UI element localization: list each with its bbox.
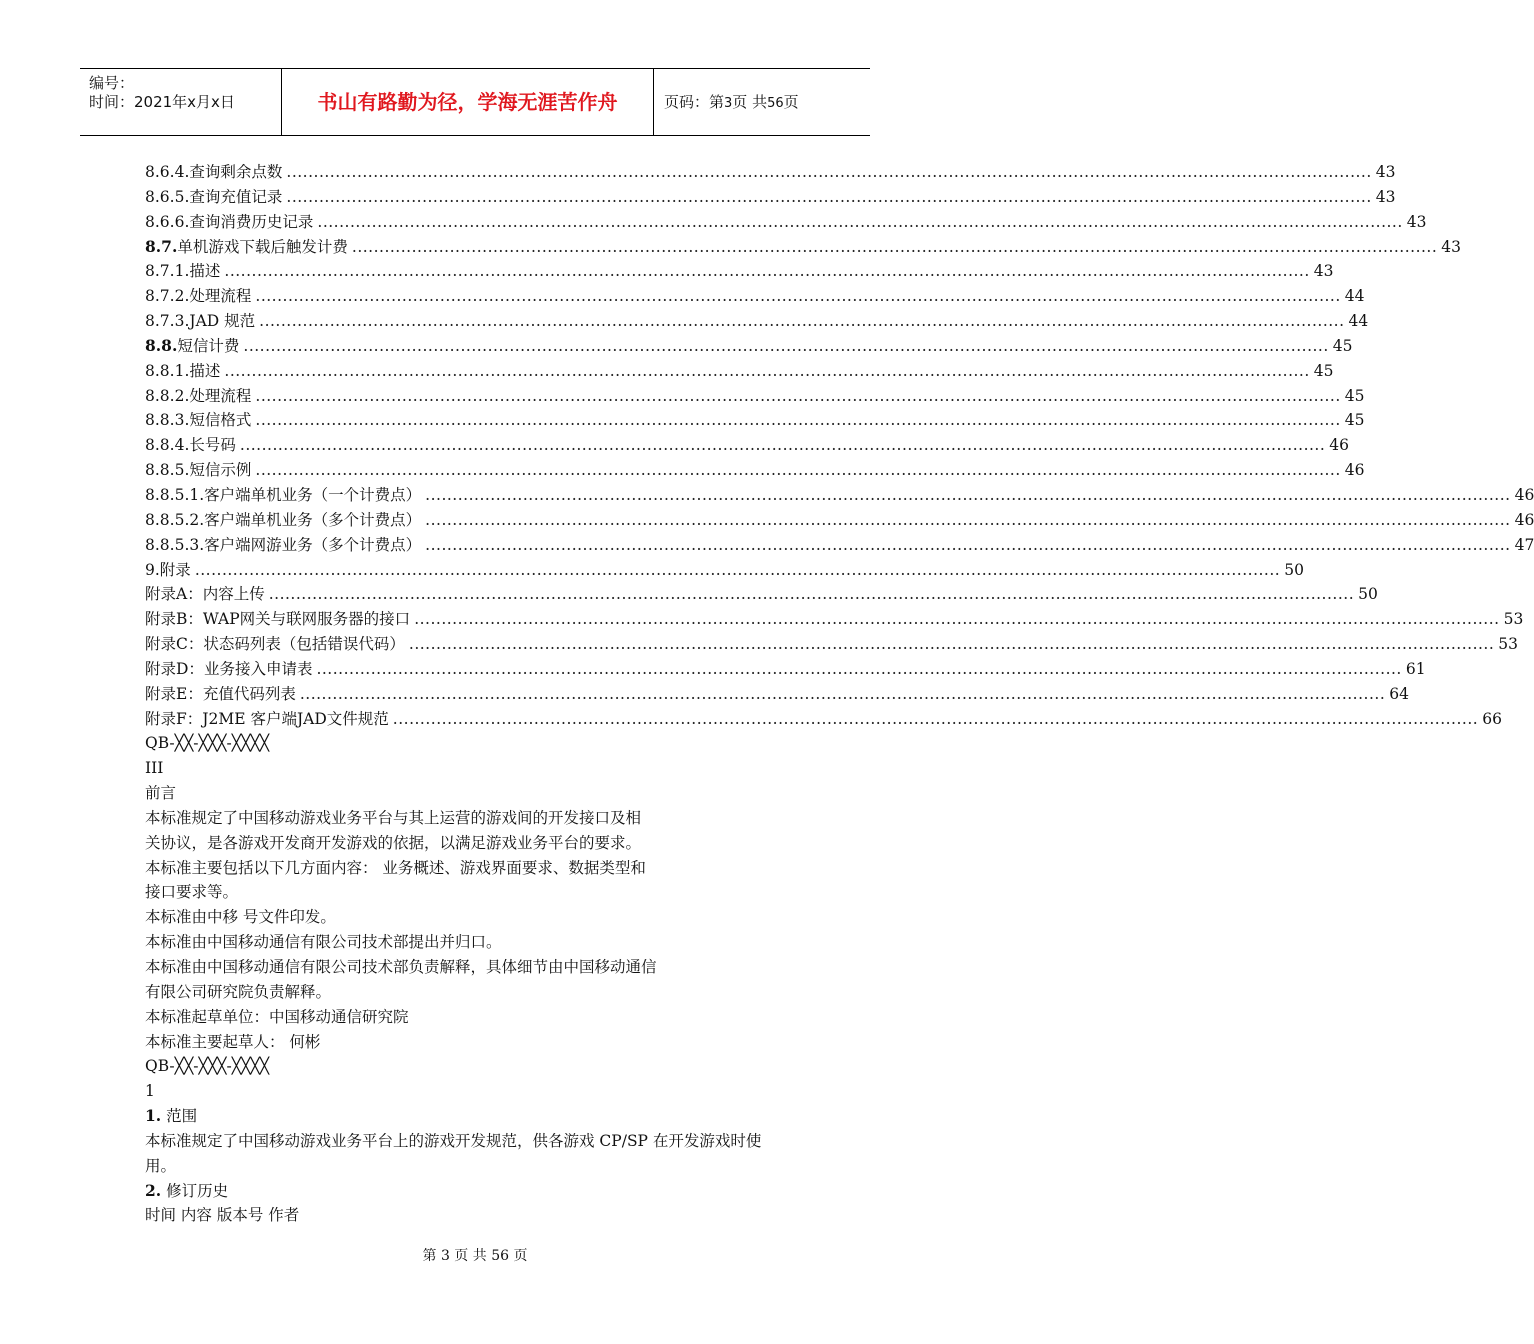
toc-leader-dots: ........................................................................................................................................................................................................ xyxy=(268,585,1355,604)
toc-leader-dots: ........................................................................................................................................................................................................ xyxy=(299,684,1386,703)
toc-entry-number: 8.8.5.3. xyxy=(145,535,205,554)
page-mid: 页 共 xyxy=(732,93,768,111)
line-text: 本标准起草单位：中国移动通信研究院 xyxy=(145,1007,409,1026)
line-text: III xyxy=(145,759,164,778)
line-text: 本标准主要起草人： 何彬 xyxy=(145,1032,321,1051)
section-heading xyxy=(145,1179,825,1204)
text-line xyxy=(145,856,825,881)
toc-entry[interactable] xyxy=(145,508,1534,533)
toc-entry-page: 64 xyxy=(1389,684,1409,703)
toc-leader-dots: ........................................................................................................................................................................................................ xyxy=(414,610,1500,629)
toc-leader-dots: ........................................................................................................................................................................................................ xyxy=(316,659,1402,678)
toc-entry-page: 45 xyxy=(1332,336,1353,355)
toc-entry[interactable] xyxy=(145,309,1369,334)
line-text: QB-╳╳-╳╳╳-╳╳╳╳ xyxy=(145,734,270,753)
toc-entry-number: 附录A： xyxy=(145,585,203,604)
page-prefix: 页码：第 xyxy=(664,93,725,111)
doc-number-label: 编号： xyxy=(89,74,135,92)
toc-entry-title: 短信计费 xyxy=(177,336,240,355)
toc-entry-number: 8.6.5. xyxy=(145,187,190,206)
page-footer: 第 3 页 共 56 页 xyxy=(422,1248,528,1264)
toc-entry-page: 43 xyxy=(1406,212,1427,231)
line-text: 本标准规定了中国移动游戏业务平台上的游戏开发规范，供各游戏 CP/SP 在开发游戏时使 xyxy=(145,1131,762,1150)
line-text: 本标准主要包括以下几方面内容： 业务概述、游戏界面要求、数据类型和 xyxy=(145,858,646,877)
text-line xyxy=(145,980,825,1005)
text-line xyxy=(145,831,825,856)
toc-entry-number: 8.8.5.2. xyxy=(145,510,205,529)
text-line xyxy=(145,1079,825,1104)
text-line xyxy=(145,930,825,955)
text-line xyxy=(145,1203,825,1228)
toc-entry-number: 8.7.3. xyxy=(145,312,190,331)
toc-entry-number: 9. xyxy=(145,560,160,579)
line-text: 本标准由中国移动通信有限公司技术部提出并归口。 xyxy=(145,933,502,952)
toc-entry[interactable] xyxy=(145,483,1534,508)
toc-leader-dots: ........................................................................................................................................................................................................ xyxy=(224,361,1310,380)
toc-entry[interactable] xyxy=(145,707,1502,732)
line-text: 本标准由中国移动通信有限公司技术部负责解释，具体细节由中国移动通信 xyxy=(145,958,657,976)
toc-entry[interactable] xyxy=(145,334,1353,359)
text-line xyxy=(145,1154,825,1179)
toc-entry-number: 附录B： xyxy=(145,610,203,629)
toc-leader-dots: ........................................................................................................................................................................................................ xyxy=(239,436,1326,455)
toc-leader-dots: ........................................................................................................................................................................................................ xyxy=(317,212,1403,231)
line-text: 范围 xyxy=(161,1107,198,1126)
text-line xyxy=(145,781,825,806)
toc-entry[interactable] xyxy=(145,582,1378,607)
toc-entry-number: 8.8.2. xyxy=(145,386,190,405)
toc-entry-number: 8.8.3. xyxy=(145,411,190,430)
toc-leader-dots: ........................................................................................................................................................................................................ xyxy=(255,411,1341,430)
text-line xyxy=(145,1030,825,1055)
toc-leader-dots: ........................................................................................................................................................................................................ xyxy=(286,187,1372,206)
toc-leader-dots: ........................................................................................................................................................................................................ xyxy=(243,336,1329,355)
toc-entry[interactable] xyxy=(145,533,1534,558)
toc-entry-page: 43 xyxy=(1313,262,1334,281)
toc-entry-page: 61 xyxy=(1405,659,1426,678)
toc-entry-title: JAD 规范 xyxy=(189,312,256,331)
toc-entry-page: 47 xyxy=(1514,535,1534,554)
toc-entry[interactable] xyxy=(145,607,1524,632)
line-text: 用。 xyxy=(145,1156,177,1175)
date-label: 时间：2021年x月x日 xyxy=(89,93,235,111)
toc-entry-title: 客户端网游业务（多个计费点） xyxy=(204,535,422,554)
toc-entry-number: 8.7.2. xyxy=(145,287,190,306)
toc-entry-title: 查询充值记录 xyxy=(189,187,283,206)
toc-entry-number: 8.8.4. xyxy=(145,436,190,455)
toc-entry-page: 46 xyxy=(1329,436,1350,455)
toc-entry-number: 附录E： xyxy=(145,684,203,703)
toc-entry-number: 8.7. xyxy=(145,236,178,256)
toc-entry-title: 处理流程 xyxy=(189,287,252,306)
toc-entry-number: 8.8. xyxy=(145,335,178,355)
toc-entry-page: 45 xyxy=(1313,361,1334,380)
page-number: 3 xyxy=(724,96,733,111)
toc-entry-title: 内容上传 xyxy=(202,585,265,604)
toc-entry[interactable] xyxy=(145,359,1334,384)
toc-entry-page: 50 xyxy=(1358,585,1378,604)
section-heading xyxy=(145,1104,825,1129)
toc-entry[interactable] xyxy=(145,657,1426,682)
toc-entry[interactable] xyxy=(145,284,1365,309)
toc-entry-page: 44 xyxy=(1348,312,1369,331)
toc-entry[interactable] xyxy=(145,210,1427,235)
line-text: 本标准规定了中国移动游戏业务平台与其上运营的游戏间的开发接口及相 xyxy=(145,808,642,827)
toc-entry-title: 短信示例 xyxy=(189,461,252,480)
toc-entry-title: 短信格式 xyxy=(189,411,252,430)
toc-entry-title: 充值代码列表 xyxy=(202,684,296,703)
toc-entry-page: 53 xyxy=(1498,635,1519,654)
toc-entry-page: 45 xyxy=(1344,386,1365,405)
line-text: 修订历史 xyxy=(161,1181,229,1200)
toc-leader-dots: ........................................................................................................................................................................................................ xyxy=(224,262,1310,281)
toc-entry-number: 8.8.1. xyxy=(145,361,190,380)
toc-entry-title: 描述 xyxy=(189,262,221,281)
toc-entry[interactable] xyxy=(145,458,1365,483)
toc-entry-title: 处理流程 xyxy=(189,386,252,405)
toc-entry-page: 44 xyxy=(1344,287,1365,306)
header-meta xyxy=(80,69,282,135)
toc-entry-page: 50 xyxy=(1284,560,1304,579)
line-text: 本标准由中移 号文件印发。 xyxy=(145,908,336,927)
section-number: 1. xyxy=(145,1106,162,1126)
toc-entry-title: 查询消费历史记录 xyxy=(189,212,314,231)
toc-entry-number: 附录D： xyxy=(145,659,204,678)
toc-entry-page: 46 xyxy=(1344,461,1365,480)
toc-entry-page: 43 xyxy=(1441,237,1462,256)
toc-entry-number: 8.6.6. xyxy=(145,212,190,231)
toc-leader-dots: ........................................................................................................................................................................................................ xyxy=(286,163,1372,181)
toc-entry-page: 46 xyxy=(1514,485,1534,504)
line-text: 接口要求等。 xyxy=(145,883,239,902)
header-page-info xyxy=(654,69,870,135)
toc-entry-title: J2ME 客户端JAD文件规范 xyxy=(202,709,389,728)
toc-entry-page: 46 xyxy=(1514,510,1534,529)
line-text: QB-╳╳-╳╳╳-╳╳╳╳ xyxy=(145,1057,270,1076)
toc-entry-number: 8.8.5.1. xyxy=(145,485,205,504)
text-line xyxy=(145,1129,825,1154)
toc-entry-number: 附录F： xyxy=(145,709,203,728)
toc-leader-dots: ........................................................................................................................................................................................................ xyxy=(351,237,1438,256)
toc-entry[interactable] xyxy=(145,682,1409,707)
toc-entry-title: 附录 xyxy=(159,560,191,579)
line-text: 时间 内容 版本号 作者 xyxy=(145,1206,300,1225)
toc-leader-dots: ........................................................................................................................................................................................................ xyxy=(425,485,1511,504)
text-line xyxy=(145,880,825,905)
toc-entry[interactable] xyxy=(145,384,1365,409)
toc-entry-title: 描述 xyxy=(189,361,221,380)
line-text: 1 xyxy=(145,1082,155,1101)
page-total: 56 xyxy=(767,96,784,111)
text-line xyxy=(145,1005,825,1030)
toc-entry[interactable] xyxy=(145,558,1304,583)
toc-entry[interactable] xyxy=(145,259,1334,284)
page-content xyxy=(145,160,1534,1228)
toc-leader-dots: ........................................................................................................................................................................................................ xyxy=(255,386,1341,405)
toc-entry[interactable] xyxy=(145,433,1350,458)
toc-leader-dots: ........................................................................................................................................................................................................ xyxy=(425,510,1511,529)
toc-entry-title: 单机游戏下载后触发计费 xyxy=(177,237,348,256)
toc-entry-page: 43 xyxy=(1375,163,1396,181)
toc-entry-page: 66 xyxy=(1482,709,1502,728)
toc-entry-number: 8.6.4. xyxy=(145,163,190,181)
text-line xyxy=(145,806,825,831)
toc-leader-dots: ........................................................................................................................................................................................................ xyxy=(255,287,1341,306)
toc-entry[interactable] xyxy=(145,632,1519,657)
toc-leader-dots: ........................................................................................................................................................................................................ xyxy=(255,461,1341,480)
line-text: 关协议，是各游戏开发商开发游戏的依据，以满足游戏业务平台的要求。 xyxy=(145,833,642,852)
toc-leader-dots: ........................................................................................................................................................................................................ xyxy=(194,560,1281,579)
toc-leader-dots: ........................................................................................................................................................................................................ xyxy=(259,312,1345,331)
page-suffix: 页 xyxy=(783,93,799,111)
line-text: 前言 xyxy=(145,784,177,803)
table-of-contents xyxy=(145,160,1534,731)
toc-entry-title: WAP网关与联网服务器的接口 xyxy=(202,610,411,629)
line-text: 有限公司研究院负责解释。 xyxy=(145,982,332,1001)
toc-entry-title: 客户端单机业务（多个计费点） xyxy=(204,510,422,529)
text-line xyxy=(145,1054,825,1079)
toc-leader-dots: ........................................................................................................................................................................................................ xyxy=(408,635,1495,654)
toc-leader-dots: ........................................................................................................................................................................................................ xyxy=(392,709,1479,728)
text-line xyxy=(145,731,825,756)
toc-entry[interactable] xyxy=(145,185,1396,210)
toc-entry-number: 附录C： xyxy=(145,635,204,654)
body-text xyxy=(145,731,825,1228)
text-line xyxy=(145,756,825,781)
toc-entry-number: 8.8.5. xyxy=(145,461,190,480)
toc-entry[interactable] xyxy=(145,408,1365,433)
page-header xyxy=(80,68,870,136)
text-line xyxy=(145,905,825,930)
toc-entry-number: 8.7.1. xyxy=(145,262,190,281)
toc-entry[interactable] xyxy=(145,235,1462,260)
toc-entry-title: 状态码列表（包括错误代码） xyxy=(203,635,405,654)
toc-entry-title: 业务接入申请表 xyxy=(203,659,313,678)
toc-entry-title: 长号码 xyxy=(189,436,236,455)
toc-entry-page: 45 xyxy=(1344,411,1365,430)
toc-leader-dots: ........................................................................................................................................................................................................ xyxy=(425,535,1511,554)
toc-entry-page: 53 xyxy=(1503,610,1524,629)
toc-entry-title: 客户端单机业务（一个计费点） xyxy=(204,485,422,504)
toc-entry-title: 查询剩余点数 xyxy=(189,163,283,181)
header-motto: 书山有路勤为径，学海无涯苦作舟 xyxy=(282,69,654,135)
section-number: 2. xyxy=(145,1180,162,1200)
toc-entry[interactable] xyxy=(145,160,1396,185)
toc-entry-page: 43 xyxy=(1375,187,1396,206)
text-line xyxy=(145,955,825,980)
